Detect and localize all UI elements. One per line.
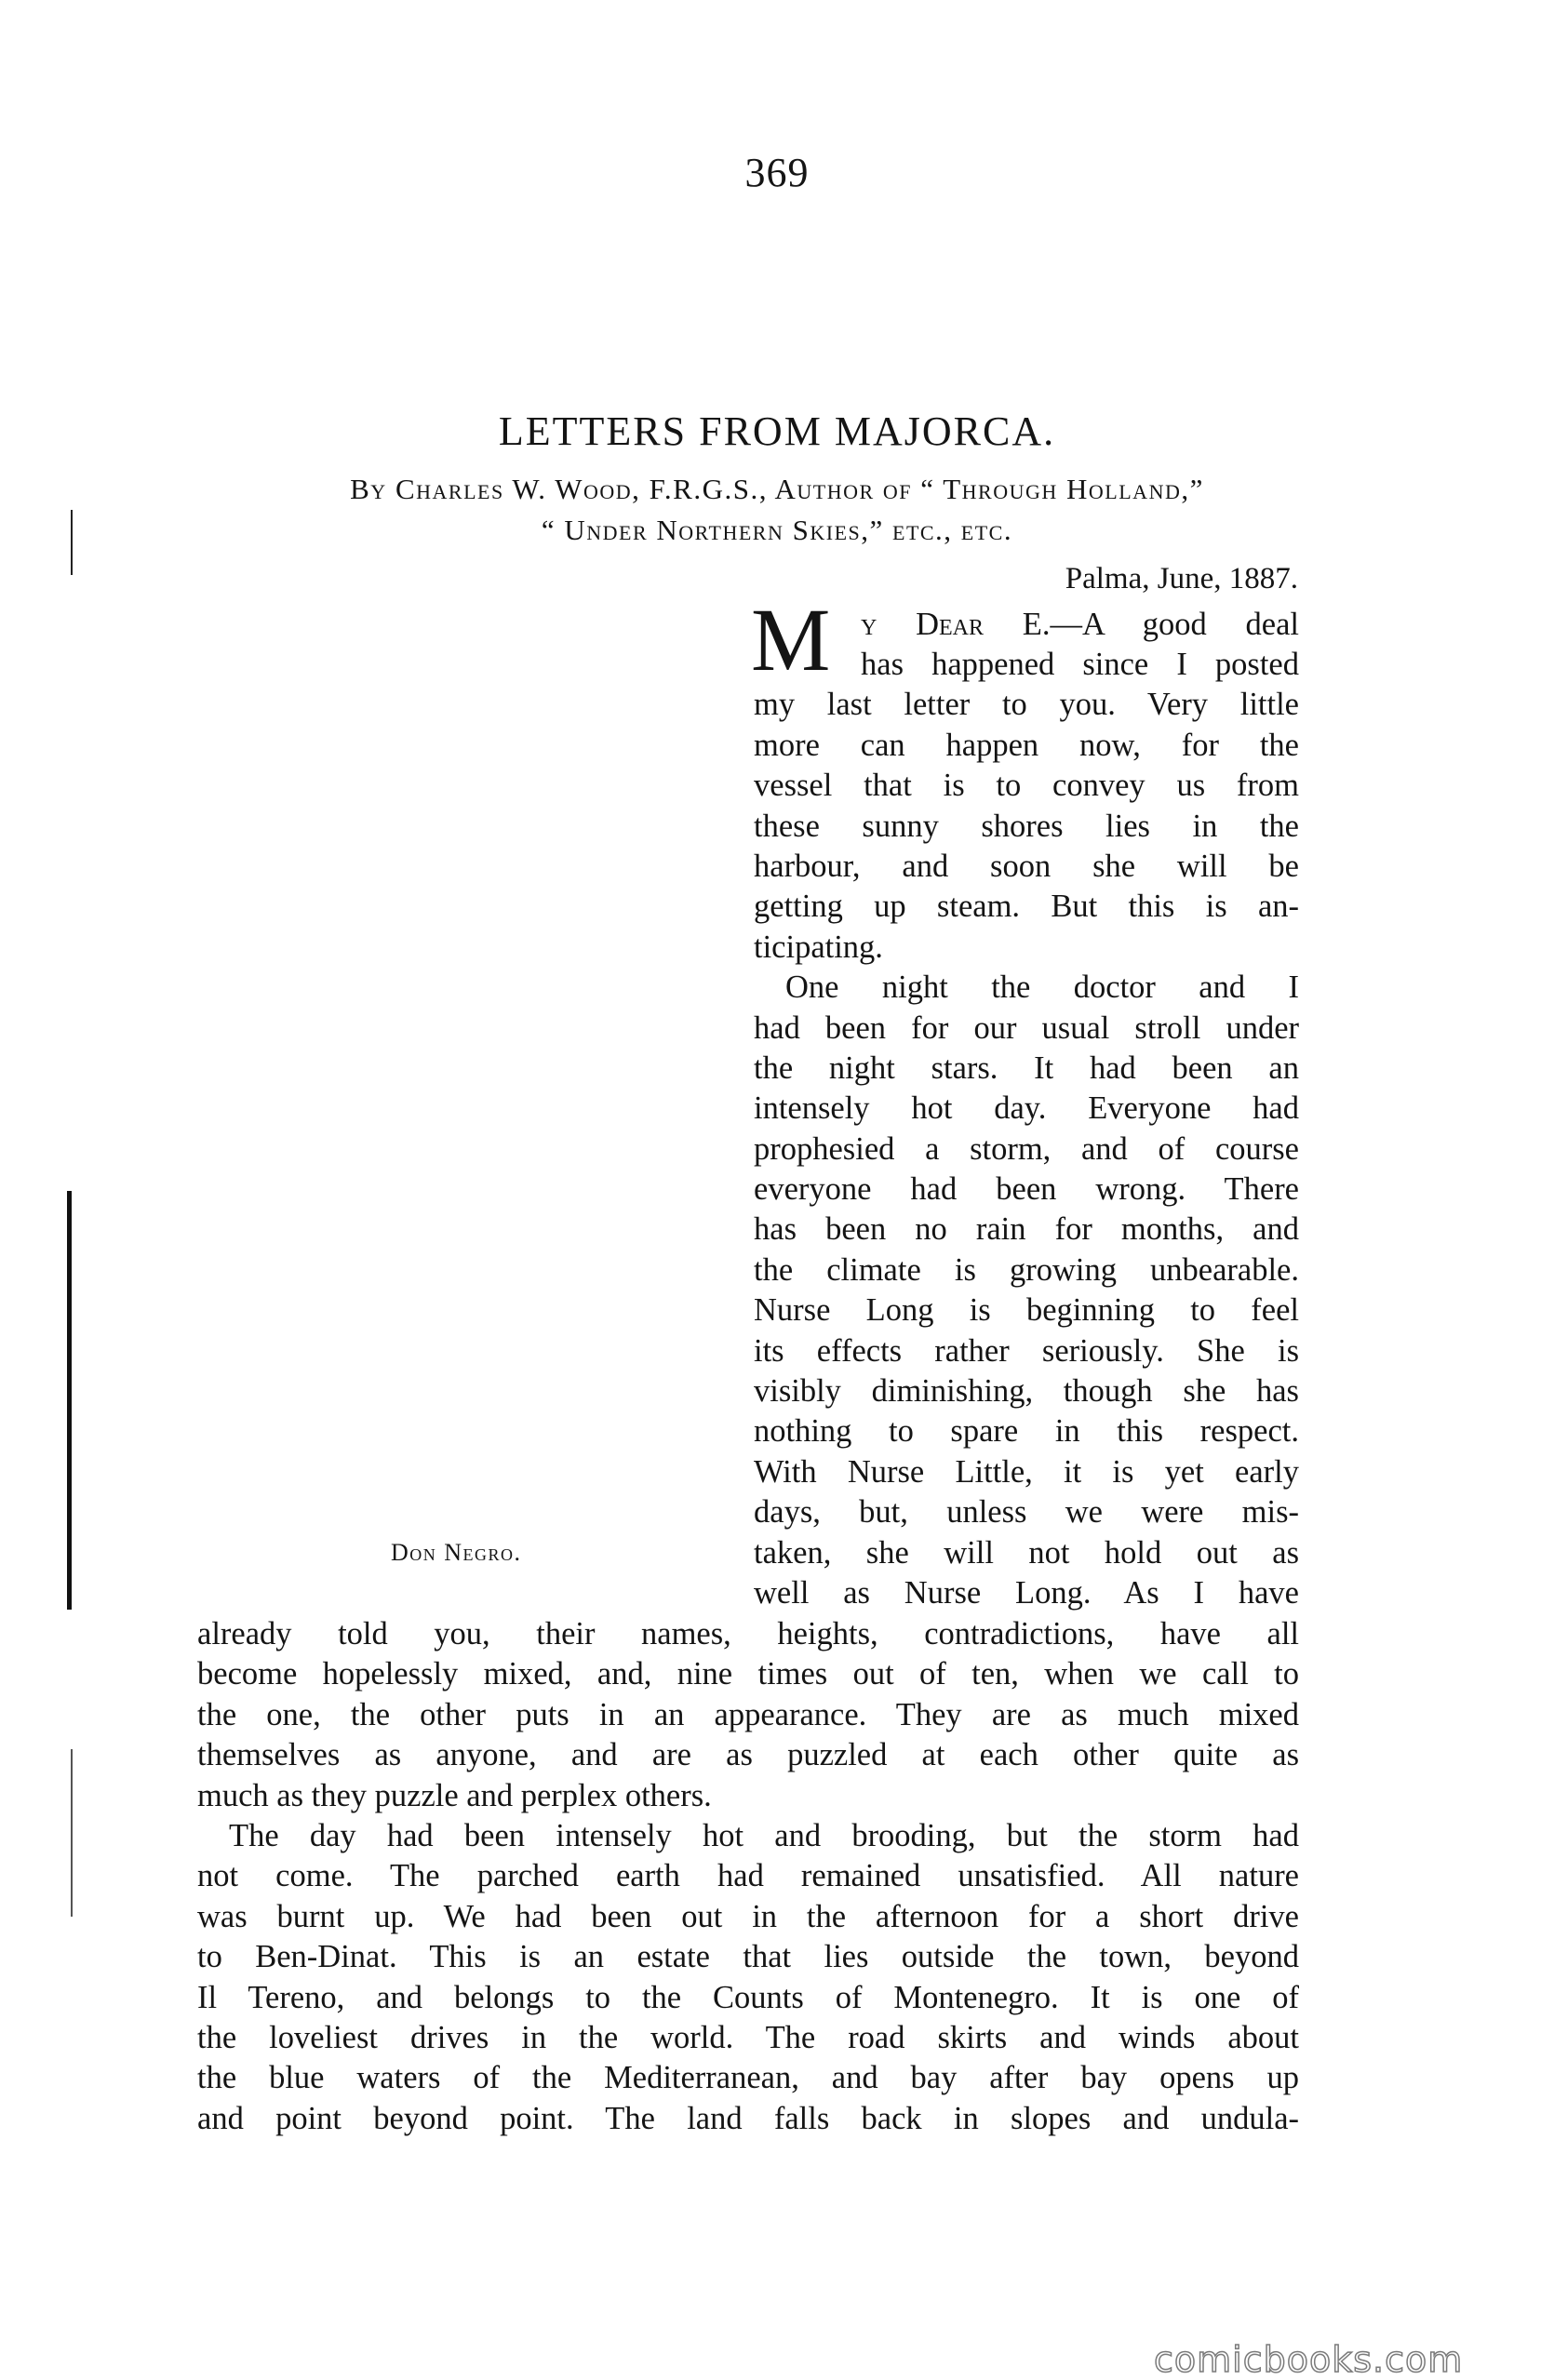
first-line-rest: —A good deal (1050, 607, 1299, 642)
full-line: become hopelessly mixed, and, nine times out of ten, when we call to (197, 1656, 1299, 1692)
first-line (861, 605, 1299, 645)
full-line: Il Tereno, and belongs to the Counts of Montenegro. It is one of (197, 1979, 1299, 2015)
column-line: prophesied a storm, and of course (754, 1130, 1299, 1167)
column-line: its effects rather seriously. She is (754, 1332, 1299, 1369)
scan-mark (71, 1749, 73, 1917)
column-line: days, but, unless we were mis- (754, 1494, 1299, 1531)
column-line: these sunny shores lies in the (754, 808, 1299, 844)
full-line: to Ben-Dinat. This is an estate that lies outside the town, beyond (197, 1939, 1299, 1975)
column-line: has been no rain for months, and (754, 1211, 1299, 1248)
full-line: and point beyond point. The land falls back in slopes and undula- (197, 2100, 1299, 2136)
column-line: well as Nurse Long. As I have (754, 1574, 1299, 1611)
column-line: has happened since I posted (861, 647, 1299, 682)
full-line: the one, the other puts in an appearance. They are as much mixed (197, 1696, 1299, 1732)
column-line: harbour, and soon she will be (754, 848, 1299, 884)
salutation: y Dear E. (861, 607, 1051, 642)
drop-cap: M (751, 590, 831, 689)
column-line: had been for our usual stroll under (754, 1009, 1299, 1046)
full-line: was burnt up. We had been out in the afternoon for a short drive (197, 1898, 1299, 1934)
article-title: LETTERS FROM MAJORCA. (498, 408, 1056, 454)
full-line: the loveliest drives in the world. The road skirts and winds about (197, 2019, 1299, 2055)
column-line: visibly diminishing, though she has (754, 1373, 1299, 1410)
full-line: the blue waters of the Mediterranean, and bay after bay opens up (197, 2060, 1299, 2096)
dateline: Palma, June, 1887. (1065, 562, 1298, 595)
column-line: getting up steam. But this is an- (754, 889, 1299, 925)
column-line: the climate is growing unbearable. (754, 1251, 1299, 1288)
scan-mark (71, 510, 73, 575)
column-line: the night stars. It had been an (754, 1050, 1299, 1086)
scan-mark (67, 1191, 72, 1610)
column-line: my last letter to you. Very little (754, 687, 1299, 723)
column-line: more can happen now, for the (754, 727, 1299, 763)
full-line: not come. The parched earth had remained unsatisfied. All nature (197, 1858, 1299, 1894)
column-line: vessel that is to convey us from (754, 768, 1299, 804)
column-line: intensely hot day. Everyone had (754, 1090, 1299, 1127)
column-line: With Nurse Little, it is yet early (754, 1453, 1299, 1490)
column-line: One night the doctor and I (785, 969, 1299, 1006)
full-line: themselves as anyone, and are as puzzled at each other quite as (197, 1737, 1299, 1773)
full-line: already told you, their names, heights, contradictions, have all (197, 1616, 1299, 1651)
column-line: taken, she will not hold out as (754, 1534, 1299, 1571)
full-width-text (197, 1614, 1299, 2139)
byline-line-1: By Charles W. Wood, F.R.G.S., Author of “ Through Holland,” (350, 473, 1204, 505)
full-line: much as they puzzle and perplex others. (197, 1777, 712, 1813)
column-line: ticipating. (754, 929, 883, 965)
watermark: comicbooks.com (1154, 2339, 1464, 2380)
byline-line-2: “ Under Northern Skies,” etc., etc. (541, 514, 1013, 546)
full-line: The day had been intensely hot and brooding, but the storm had (229, 1817, 1299, 1853)
illustration-caption: Don Negro. (391, 1539, 522, 1566)
column-line: everyone had been wrong. There (754, 1171, 1299, 1208)
column-line: nothing to spare in this respect. (754, 1413, 1299, 1450)
column-line: Nurse Long is beginning to feel (754, 1292, 1299, 1329)
illustration-area (197, 595, 728, 1526)
right-column (754, 645, 1299, 1613)
first-line-text (861, 605, 1299, 645)
page-number: 369 (744, 150, 810, 195)
